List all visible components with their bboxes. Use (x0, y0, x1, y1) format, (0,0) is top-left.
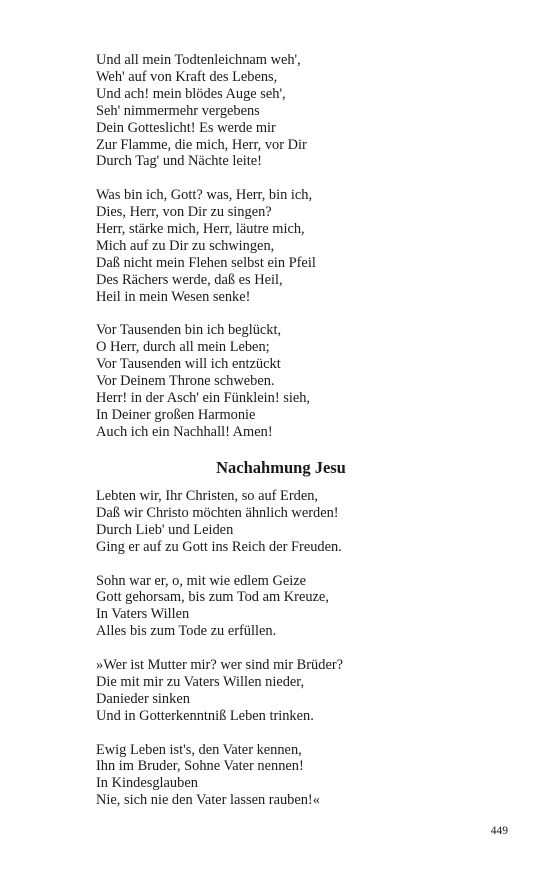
stanza-gap (96, 170, 496, 187)
poem-line: Und ach! mein blödes Auge seh', (96, 85, 286, 102)
poem-line: Heil in mein Wesen senke! (96, 288, 251, 305)
poem-line: Die mit mir zu Vaters Willen nieder, (96, 673, 305, 690)
second-poem (96, 488, 496, 809)
poem-line: Mich auf zu Dir zu schwingen, (96, 237, 275, 254)
poem-line: Weh' auf von Kraft des Lebens, (96, 68, 278, 85)
poem-line: Daß wir Christo möchten ähnlich werden! (96, 504, 339, 521)
stanza (96, 187, 496, 305)
poem-line: Sohn war er, o, mit wie edlem Geize (96, 572, 307, 589)
poem-line: Vor Deinem Throne schweben. (96, 373, 275, 390)
poem-line: In Kindesglauben (96, 775, 198, 792)
poem-line: O Herr, durch all mein Leben; (96, 339, 270, 356)
poem-line: Des Rächers werde, daß es Heil, (96, 271, 283, 288)
stanza-gap (96, 725, 496, 742)
poem-line: Was bin ich, Gott? was, Herr, bin ich, (96, 187, 313, 204)
stanza (96, 488, 496, 556)
poem-line: Seh' nimmermehr vergebens (96, 102, 260, 119)
poem-line: Dies, Herr, von Dir zu singen? (96, 204, 272, 221)
poem-line: Auch ich ein Nachhall! Amen! (96, 423, 273, 440)
stanza (96, 573, 496, 641)
poem-line: Dein Gotteslicht! Es werde mir (96, 119, 276, 136)
poem-line: Gott gehorsam, bis zum Tod am Kreuze, (96, 589, 329, 606)
poem-line: Ihn im Bruder, Sohne Vater nennen! (96, 758, 304, 775)
poem-line: Vor Tausenden bin ich beglückt, (96, 322, 282, 339)
poem-line: Danieder sinken (96, 690, 190, 707)
poem-line: Zur Flamme, die mich, Herr, vor Dir (96, 136, 307, 153)
poem-line: In Deiner großen Harmonie (96, 407, 256, 423)
poem-line: In Vaters Willen (96, 606, 190, 623)
poem-line: Herr, stärke mich, Herr, läutre mich, (96, 221, 305, 238)
stanza (96, 52, 496, 170)
poem-line: Und all mein Todtenleichnam weh', (96, 52, 301, 68)
poem-line: Durch Tag' und Nächte leite! (96, 153, 262, 170)
first-poem (96, 52, 496, 441)
stanza (96, 322, 496, 440)
poem-line: Ewig Leben ist's, den Vater kennen, (96, 741, 302, 758)
poem-line: Und in Gotterkenntniß Leben trinken. (96, 707, 314, 724)
poem-line: »Wer ist Mutter mir? wer sind mir Brüder? (96, 657, 344, 674)
poem-line: Daß nicht mein Flehen selbst ein Pfeil (96, 254, 316, 271)
poem-title: Nachahmung Jesu (216, 458, 346, 477)
poem-line: Ging er auf zu Gott ins Reich der Freuden. (96, 538, 342, 555)
poem-line: Nie, sich nie den Vater lassen rauben!« (96, 792, 320, 809)
poem-line: Alles bis zum Tode zu erfüllen. (96, 623, 277, 640)
stanza-gap (96, 556, 496, 573)
poem-line: Durch Lieb' und Leiden (96, 521, 234, 538)
poem-line: Vor Tausenden will ich entzückt (96, 356, 281, 373)
poem-line: Lebten wir, Ihr Christen, so auf Erden, (96, 488, 319, 504)
stanza (96, 657, 496, 725)
page-number: 449 (490, 825, 508, 837)
stanza-gap (96, 640, 496, 657)
poem-line: Herr! in der Asch' ein Fünklein! sieh, (96, 390, 311, 407)
stanza-gap (96, 306, 496, 323)
stanza (96, 742, 496, 810)
